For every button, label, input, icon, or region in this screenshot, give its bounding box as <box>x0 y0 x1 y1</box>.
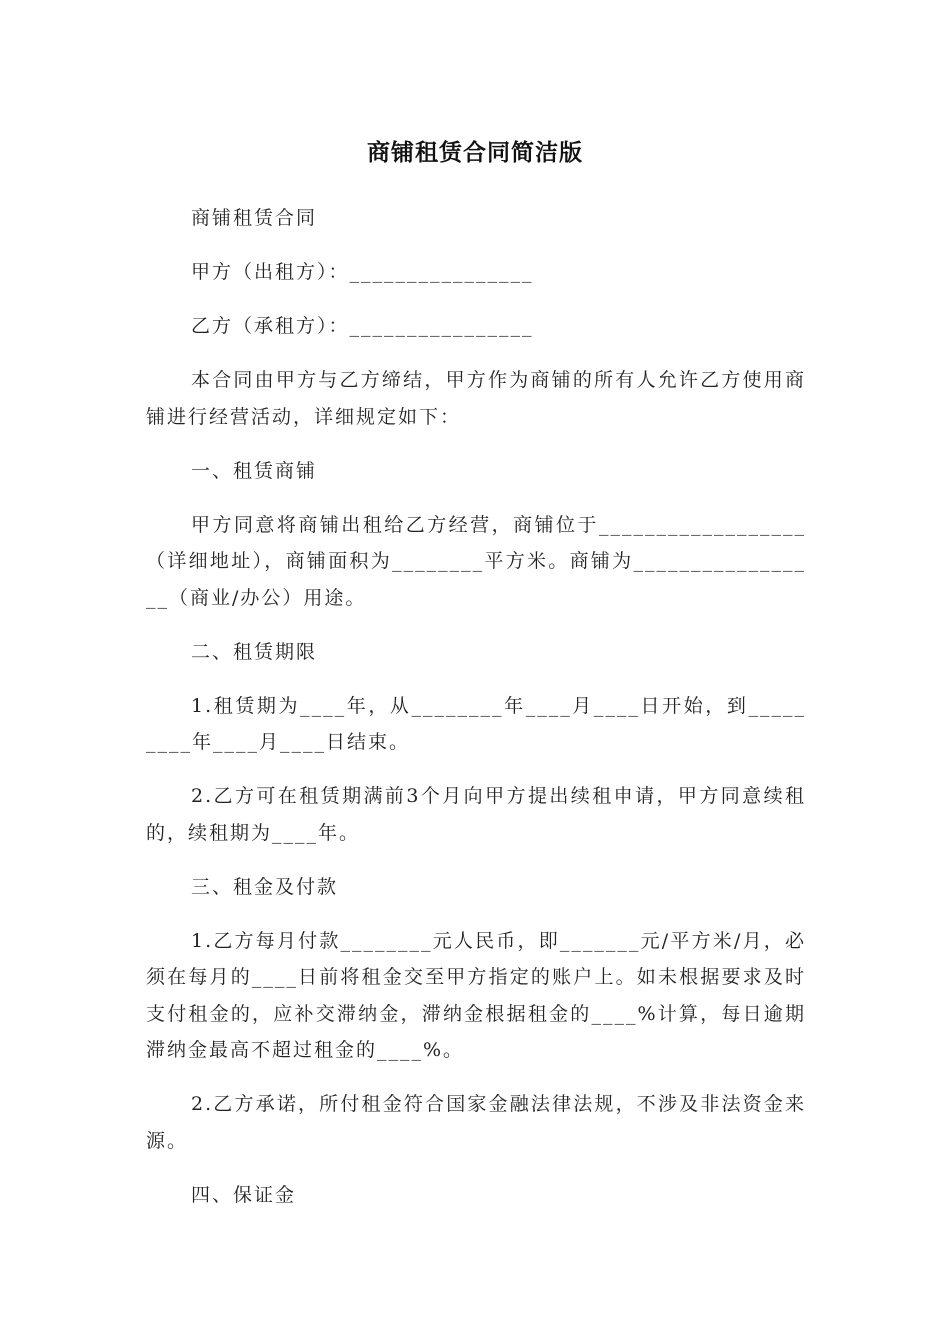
paragraph-term-2: 2.乙方可在租赁期满前3个月向甲方提出续租申请，甲方同意续租的，续租期为____年。 <box>146 785 806 844</box>
paragraph-rent-1: 1.乙方每月付款________元人民币，即_______元/平方米/月，必须在每月的____日前将租金交至甲方指定的账户上。如未根据要求及时支付租金的，应补交滞纳金，滞纳金根据租金的____%计算，每日逾期滞纳金最高不超过租金的____%。 <box>146 929 806 1061</box>
paragraph-rent-2: 2.乙方承诺，所付租金符合国家金融法律法规，不涉及非法资金来源。 <box>146 1093 806 1152</box>
section-heading-deposit: 四、保证金 <box>191 1183 297 1206</box>
paragraph-contract-name: 商铺租赁合同 <box>191 207 318 229</box>
document-title: 商铺租赁合同简洁版 <box>367 140 583 166</box>
paragraph-term-1: 1.租赁期为____年，从________年____月____日开始，到_________年____月____日结束。 <box>146 694 806 753</box>
section-heading-lease-term: 二、租赁期限 <box>191 640 318 663</box>
paragraph-shop-details: 甲方同意将商铺出租给乙方经营，商铺位于__________________（详细地址），商铺面积为________平方米。商铺为_________________（商业/办公）用途。 <box>146 513 806 609</box>
paragraph-intro: 本合同由甲方与乙方缔结，甲方作为商铺的所有人允许乙方使用商铺进行经营活动，详细规定如下： <box>146 369 806 428</box>
paragraph-party-b: 乙方（承租方）：________________ <box>191 315 534 337</box>
document-body <box>146 200 806 1231</box>
section-heading-lease-shop: 一、租赁商铺 <box>191 459 318 482</box>
section-heading-rent-payment: 三、租金及付款 <box>191 875 339 898</box>
paragraph-party-a: 甲方（出租方）：________________ <box>191 261 534 283</box>
